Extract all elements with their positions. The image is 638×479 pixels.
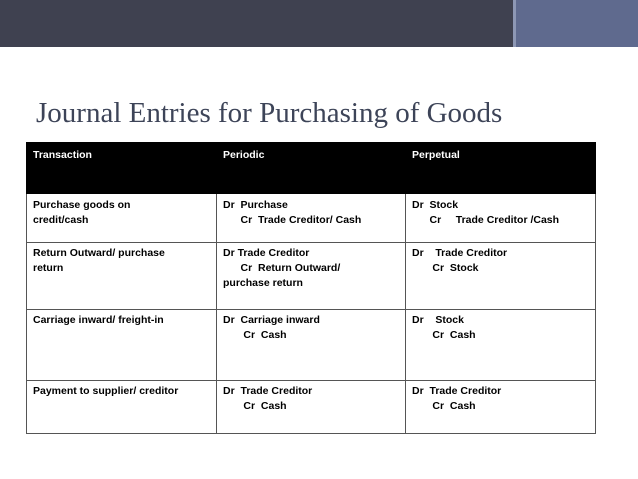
header-periodic: Periodic xyxy=(217,143,406,194)
journal-entries-table xyxy=(26,142,596,434)
periodic-cell: Dr Purchase Cr Trade Creditor/ Cash xyxy=(217,194,406,243)
table-row xyxy=(27,381,596,434)
table-header-row xyxy=(27,143,596,194)
header-perpetual: Perpetual xyxy=(406,143,596,194)
table-row xyxy=(27,194,596,243)
table-row xyxy=(27,243,596,310)
periodic-cell: Dr Trade Creditor Cr Return Outward/ purchase return xyxy=(217,243,406,310)
transaction-cell: Purchase goods on credit/cash xyxy=(27,194,217,243)
slide-title: Journal Entries for Purchasing of Goods xyxy=(36,97,503,129)
transaction-cell: Return Outward/ purchase return xyxy=(27,243,217,310)
perpetual-cell: Dr Trade Creditor Cr Cash xyxy=(406,381,596,434)
periodic-cell: Dr Trade Creditor Cr Cash xyxy=(217,381,406,434)
perpetual-cell: Dr Stock Cr Trade Creditor /Cash xyxy=(406,194,596,243)
periodic-cell: Dr Carriage inward Cr Cash xyxy=(217,310,406,381)
table-row xyxy=(27,310,596,381)
transaction-cell: Payment to supplier/ creditor xyxy=(27,381,217,434)
top-banner-accent xyxy=(513,0,638,47)
perpetual-cell: Dr Trade Creditor Cr Stock xyxy=(406,243,596,310)
header-transaction: Transaction xyxy=(27,143,217,194)
top-banner xyxy=(0,0,638,47)
transaction-cell: Carriage inward/ freight-in xyxy=(27,310,217,381)
perpetual-cell: Dr Stock Cr Cash xyxy=(406,310,596,381)
